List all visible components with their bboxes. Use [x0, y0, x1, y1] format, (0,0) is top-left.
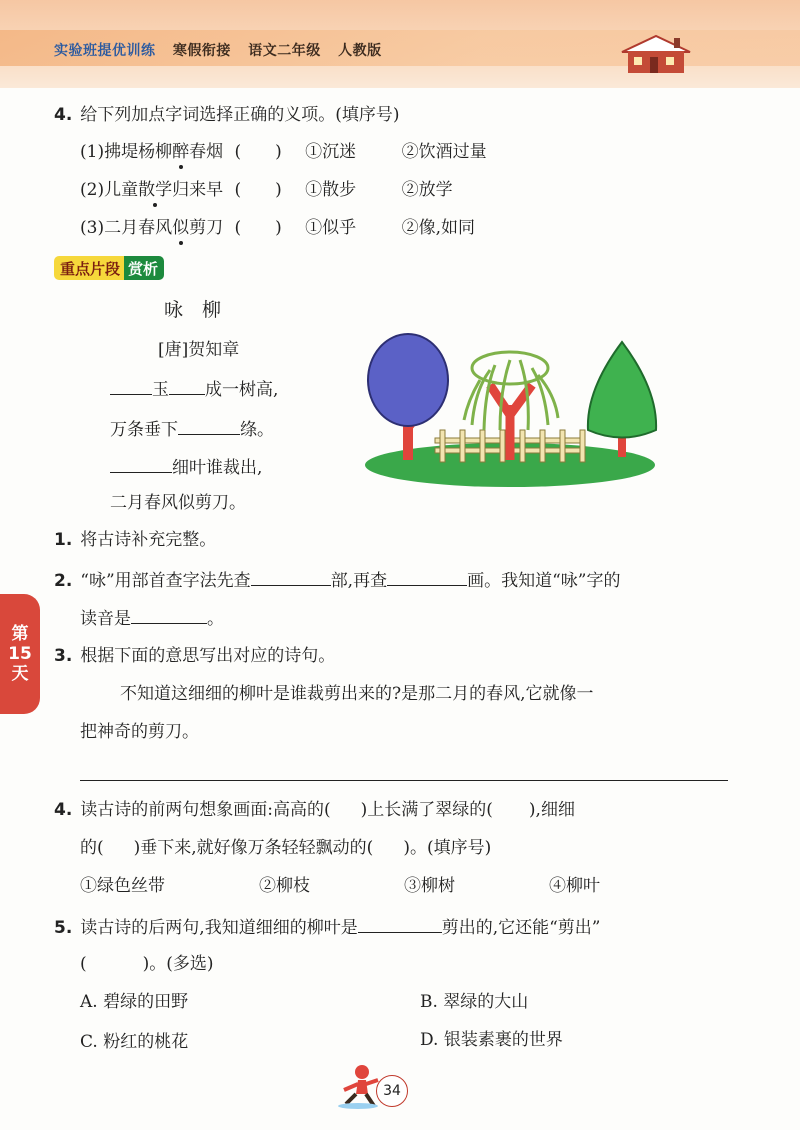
header-text — [54, 40, 394, 60]
poem-text: 细叶谁裁出, — [172, 458, 263, 478]
subject: 语文二年级 — [248, 43, 321, 59]
question-number: 5. — [54, 918, 73, 938]
poem-text: 万条垂下 — [110, 420, 178, 440]
option: ②柳枝 — [259, 876, 310, 896]
q5-option-d[interactable]: D. 银装素裹的世界 — [420, 1030, 563, 1050]
running-kid-icon — [336, 1062, 382, 1110]
section-tag — [54, 256, 164, 280]
question-2 — [54, 569, 620, 591]
willow-illustration — [360, 330, 670, 490]
poem-line-2 — [110, 418, 274, 440]
q5-option-b[interactable]: B. 翠绿的大山 — [420, 992, 529, 1012]
question-text: 剪出的,它还能“剪出” — [441, 918, 601, 938]
question-text: 画。我知道“咏”字的 — [467, 571, 621, 591]
question-number: 4. — [54, 105, 73, 125]
answer-paren[interactable]: ( ) — [234, 180, 282, 200]
question-text: “咏”用部首查字法先查 — [80, 571, 251, 591]
fill-blank[interactable] — [178, 418, 240, 435]
question-1 — [54, 530, 216, 550]
answer-paren[interactable]: ( ) — [234, 142, 282, 162]
answer-line[interactable] — [80, 780, 728, 781]
question-5 — [54, 916, 601, 938]
question-text: )。(多选) — [142, 954, 214, 974]
q4a-item-2 — [80, 180, 453, 200]
item-text: (2)儿童 — [80, 180, 139, 200]
question-text: 读音是 — [80, 609, 131, 629]
page-number: 34 — [376, 1075, 408, 1107]
item-text: 春烟 — [189, 142, 224, 162]
q5-option-c[interactable]: C. 粉红的桃花 — [80, 1032, 189, 1052]
question-text: 的( — [80, 838, 104, 858]
q4a-item-1 — [80, 142, 487, 162]
poem-text: 绦。 — [240, 420, 274, 440]
q4a-item-3 — [80, 218, 475, 238]
question-4b — [54, 800, 575, 820]
poem-line-3 — [110, 456, 262, 478]
fill-blank[interactable] — [169, 378, 205, 395]
page-header — [0, 0, 800, 88]
question-text: 读古诗的后两句,我知道细细的柳叶是 — [80, 918, 358, 938]
fill-blank[interactable] — [358, 916, 442, 933]
fill-blank[interactable] — [251, 569, 331, 586]
question-2-cont — [80, 607, 224, 629]
option-2: ②像,如同 — [401, 218, 475, 238]
edition: 寒假衔接 — [172, 43, 231, 59]
question-text: 。 — [207, 609, 224, 629]
option: ①绿色丝带 — [80, 876, 165, 896]
option: ③柳树 — [404, 876, 455, 896]
item-text: 剪刀 — [189, 218, 224, 238]
question-number: 3. — [54, 646, 73, 666]
fill-blank[interactable] — [110, 456, 172, 473]
pine-tree — [588, 342, 656, 457]
question-text: )垂下来,就好像万条轻轻飘动的( — [133, 838, 374, 858]
option-1: ①沉迷 — [305, 142, 357, 162]
option-1: ①散步 — [305, 180, 357, 200]
poem-author: [唐]贺知章 — [158, 340, 240, 360]
option-2: ②放学 — [401, 180, 453, 200]
poem-line-1 — [110, 378, 278, 400]
question-4b-cont — [80, 838, 491, 858]
question-5-cont — [80, 954, 214, 974]
question-3-p2: 把神奇的剪刀。 — [80, 722, 199, 742]
poem-line-4: 二月春风似剪刀。 — [110, 493, 246, 513]
question-number: 4. — [54, 800, 73, 820]
question-number: 2. — [54, 571, 73, 591]
poem-text: 玉 — [152, 380, 169, 400]
fill-blank[interactable] — [387, 569, 467, 586]
section-tag-sub: 赏析 — [124, 256, 164, 280]
question-text: )。(填序号) — [403, 838, 492, 858]
publisher: 人教版 — [338, 43, 382, 59]
day-label: 天 — [11, 664, 29, 684]
question-text: 给下列加点字词选择正确的义项。(填序号) — [80, 105, 400, 125]
day-label: 第 — [11, 624, 29, 644]
snowy-house-icon — [618, 32, 694, 76]
item-text: (1)拂堤杨柳 — [80, 142, 173, 162]
question-3-p1: 不知道这细细的柳叶是谁裁剪出来的?是那二月的春风,它就像一 — [120, 684, 594, 704]
q4b-options — [80, 876, 600, 896]
option: ④柳叶 — [549, 876, 600, 896]
question-4a-title — [54, 105, 400, 125]
question-text: 将古诗补充完整。 — [80, 530, 217, 550]
poem-title: 咏 柳 — [164, 299, 222, 321]
item-text: (3)二月春风 — [80, 218, 173, 238]
day-number: 15 — [8, 644, 32, 664]
section-tag-main: 重点片段 — [54, 256, 124, 280]
fill-blank[interactable] — [131, 607, 207, 624]
question-text: )上长满了翠绿的( — [360, 800, 493, 820]
answer-paren[interactable]: ( ) — [234, 218, 282, 238]
q5-option-a[interactable]: A. 碧绿的田野 — [80, 992, 189, 1012]
question-number: 1. — [54, 530, 73, 550]
dotted-word: 似 — [172, 218, 190, 238]
question-text: 读古诗的前两句想象画面:高高的( — [80, 800, 331, 820]
dotted-word: 醉 — [172, 142, 190, 162]
question-text: 部,再查 — [330, 571, 388, 591]
fill-blank[interactable] — [110, 378, 152, 395]
option-2: ②饮酒过量 — [401, 142, 487, 162]
dotted-word: 散学 — [138, 180, 173, 200]
question-text: ( — [80, 954, 87, 974]
option-1: ①似乎 — [305, 218, 357, 238]
item-text: 归来早 — [172, 180, 224, 200]
day-side-tab — [0, 594, 40, 714]
question-text: ),细细 — [528, 800, 575, 820]
poem-text: 成一树高, — [205, 380, 279, 400]
question-3 — [54, 646, 335, 666]
series-name: 实验班提优训练 — [54, 43, 156, 59]
question-text: 根据下面的意思写出对应的诗句。 — [80, 646, 336, 666]
